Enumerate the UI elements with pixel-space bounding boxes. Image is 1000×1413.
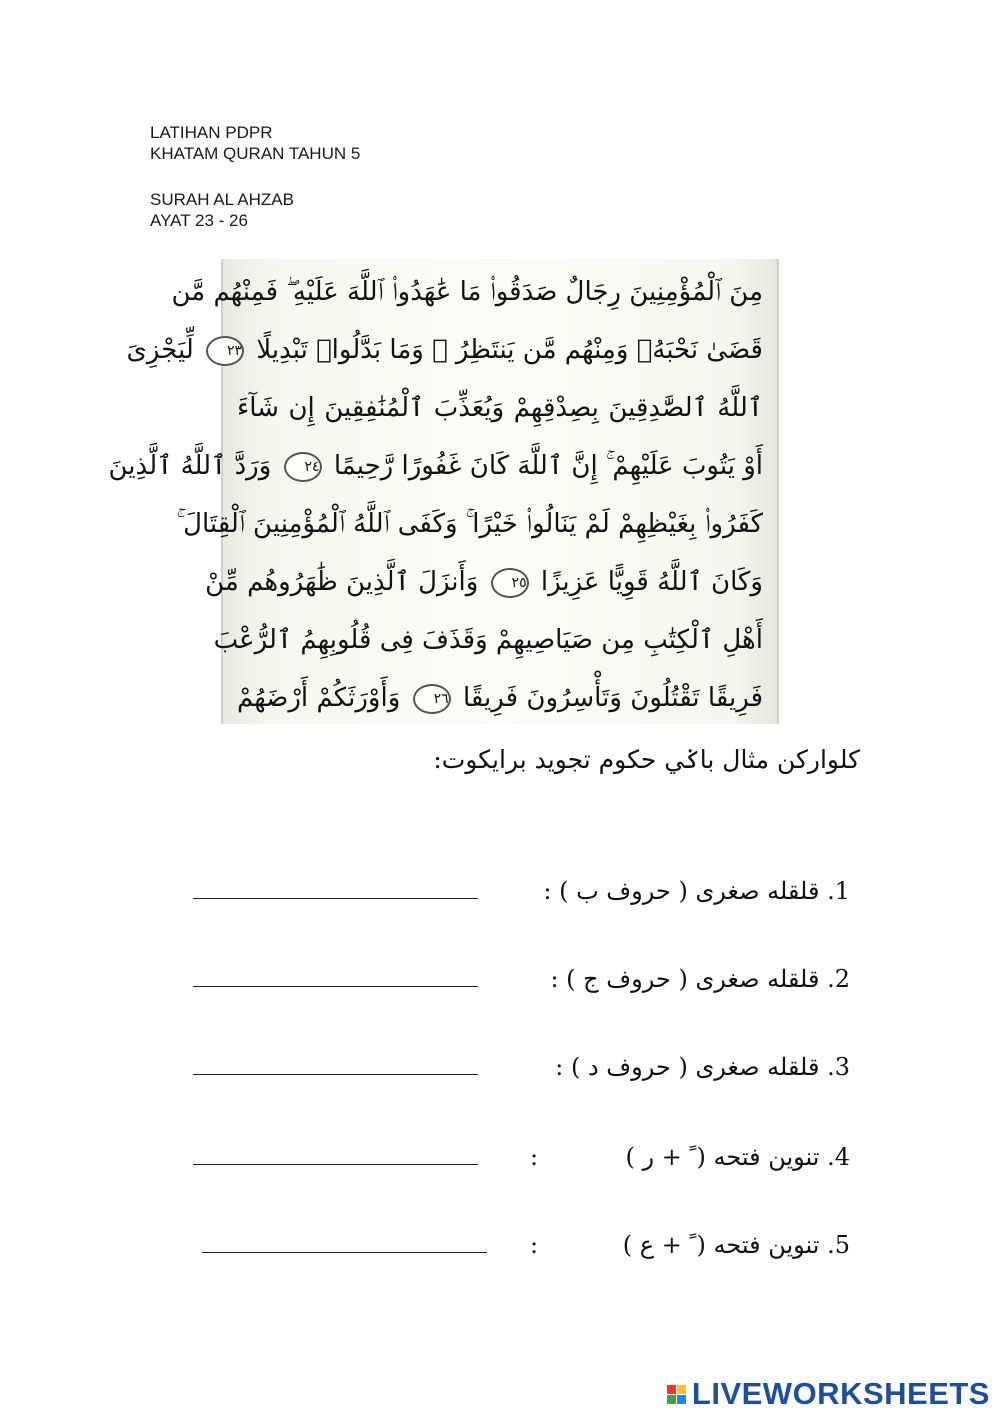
answer-field-2[interactable] <box>193 986 478 987</box>
liveworksheets-logo-icon <box>667 1385 686 1404</box>
quran-text: أَوْ يَتُوبَ عَلَيْهِمْ ۚ إِنَّ ٱللَّهَ كَانَ غَفُورًا رَّحِيمًا <box>333 451 763 481</box>
quran-text: وَأَوْرَثَكُمْ أَرْضَهُمْ <box>237 683 401 713</box>
question-3 <box>0 1042 1000 1092</box>
question-label: 1. قلقله صغرى ( حروف ب ) : <box>543 877 850 905</box>
question-label: 5. تنوين فتحه ( ً + ع ) <box>622 1231 850 1259</box>
question-colon: : <box>530 1231 539 1259</box>
quran-text: ٱللَّهُ ٱلصَّٰدِقِينَ بِصِدْقِهِمْ وَيُعَذِّبَ ٱلْمُنَٰفِقِينَ إِن شَآءَ <box>237 393 763 423</box>
quran-text: وَكَانَ ٱللَّهُ قَوِيًّا عَزِيزًا <box>540 567 763 597</box>
quran-line <box>213 611 763 669</box>
quran-line <box>171 263 763 321</box>
logo-square <box>667 1385 676 1394</box>
quran-text: وَأَنزَلَ ٱلَّذِينَ ظَٰهَرُوهُم مِّنْ <box>205 567 479 597</box>
header-line-1: LATIHAN PDPR <box>150 123 273 142</box>
quran-text: أَهْلِ ٱلْكِتَٰبِ مِن صَيَاصِيهِمْ وَقَذَفَ فِى قُلُوبِهِمُ ٱلرُّعْبَ <box>213 625 763 655</box>
ayat-range: AYAT 23 - 26 <box>150 211 248 230</box>
logo-square <box>677 1385 686 1394</box>
surah-name: SURAH AL AHZAB <box>150 190 294 209</box>
quran-line <box>108 437 763 495</box>
ayah-marker: ٢٣ <box>206 336 244 366</box>
quran-text: وَرَدَّ ٱللَّهُ ٱلَّذِينَ <box>108 451 272 481</box>
question-5 <box>0 1220 1000 1270</box>
ayah-marker: ٢٥ <box>491 568 529 598</box>
question-label: 3. قلقله صغرى ( حروف د ) : <box>555 1053 850 1081</box>
answer-field-3[interactable] <box>193 1074 478 1075</box>
quran-page-image <box>108 259 779 724</box>
logo-square <box>677 1395 686 1404</box>
ayah-marker: ٢٤ <box>284 452 322 482</box>
question-colon: : <box>530 1143 539 1171</box>
quran-text: كَفَرُوا۟ بِغَيْظِهِمْ لَمْ يَنَالُوا۟ خَيْرًا ۚ وَكَفَى ٱللَّهُ ٱلْمُؤْمِنِينَ ٱلْقِتَالَ ۚ <box>176 509 763 539</box>
answer-field-4[interactable] <box>193 1164 478 1165</box>
header-line-2: KHATAM QURAN TAHUN 5 <box>150 144 361 163</box>
quran-line <box>205 553 763 611</box>
ayah-marker: ٢٦ <box>413 684 451 714</box>
quran-text: فَرِيقًا تَقْتُلُونَ وَتَأْسِرُونَ فَرِيقًا <box>462 683 764 713</box>
quran-text: لِّيَجْزِىَ <box>126 335 194 365</box>
question-label: 4. تنوين فتحه ( ً + ر ) <box>625 1143 850 1171</box>
worksheet-header <box>150 122 360 164</box>
surah-header <box>150 189 294 231</box>
question-4 <box>0 1132 1000 1182</box>
quran-line <box>237 669 763 727</box>
quran-line <box>237 379 763 437</box>
instruction-text: كلواركن مثال باݢي حكوم تجويد برايكوت: <box>433 745 860 774</box>
brand-name: LIVEWORKSHEETS <box>691 1376 990 1411</box>
quran-text: مِنَ ٱلْمُؤْمِنِينَ رِجَالٌ صَدَقُوا۟ مَا عَٰهَدُوا۟ ٱللَّهَ عَلَيْهِ ۖ فَمِنْهُم مَّن <box>171 277 763 307</box>
quran-line <box>126 321 763 379</box>
question-1 <box>0 866 1000 916</box>
question-2 <box>0 954 1000 1004</box>
quran-line <box>176 495 763 553</box>
liveworksheets-branding[interactable] <box>667 1376 990 1412</box>
quran-text: قَضَىٰ نَحْبَهُۥ وَمِنْهُم مَّن يَنتَظِرُ ۖ وَمَا بَدَّلُوا۟ تَبْدِيلًا <box>256 335 763 365</box>
answer-field-5[interactable] <box>202 1252 487 1253</box>
answer-field-1[interactable] <box>193 898 478 899</box>
question-label: 2. قلقله صغرى ( حروف ج ) : <box>550 965 850 993</box>
logo-square <box>667 1395 676 1404</box>
